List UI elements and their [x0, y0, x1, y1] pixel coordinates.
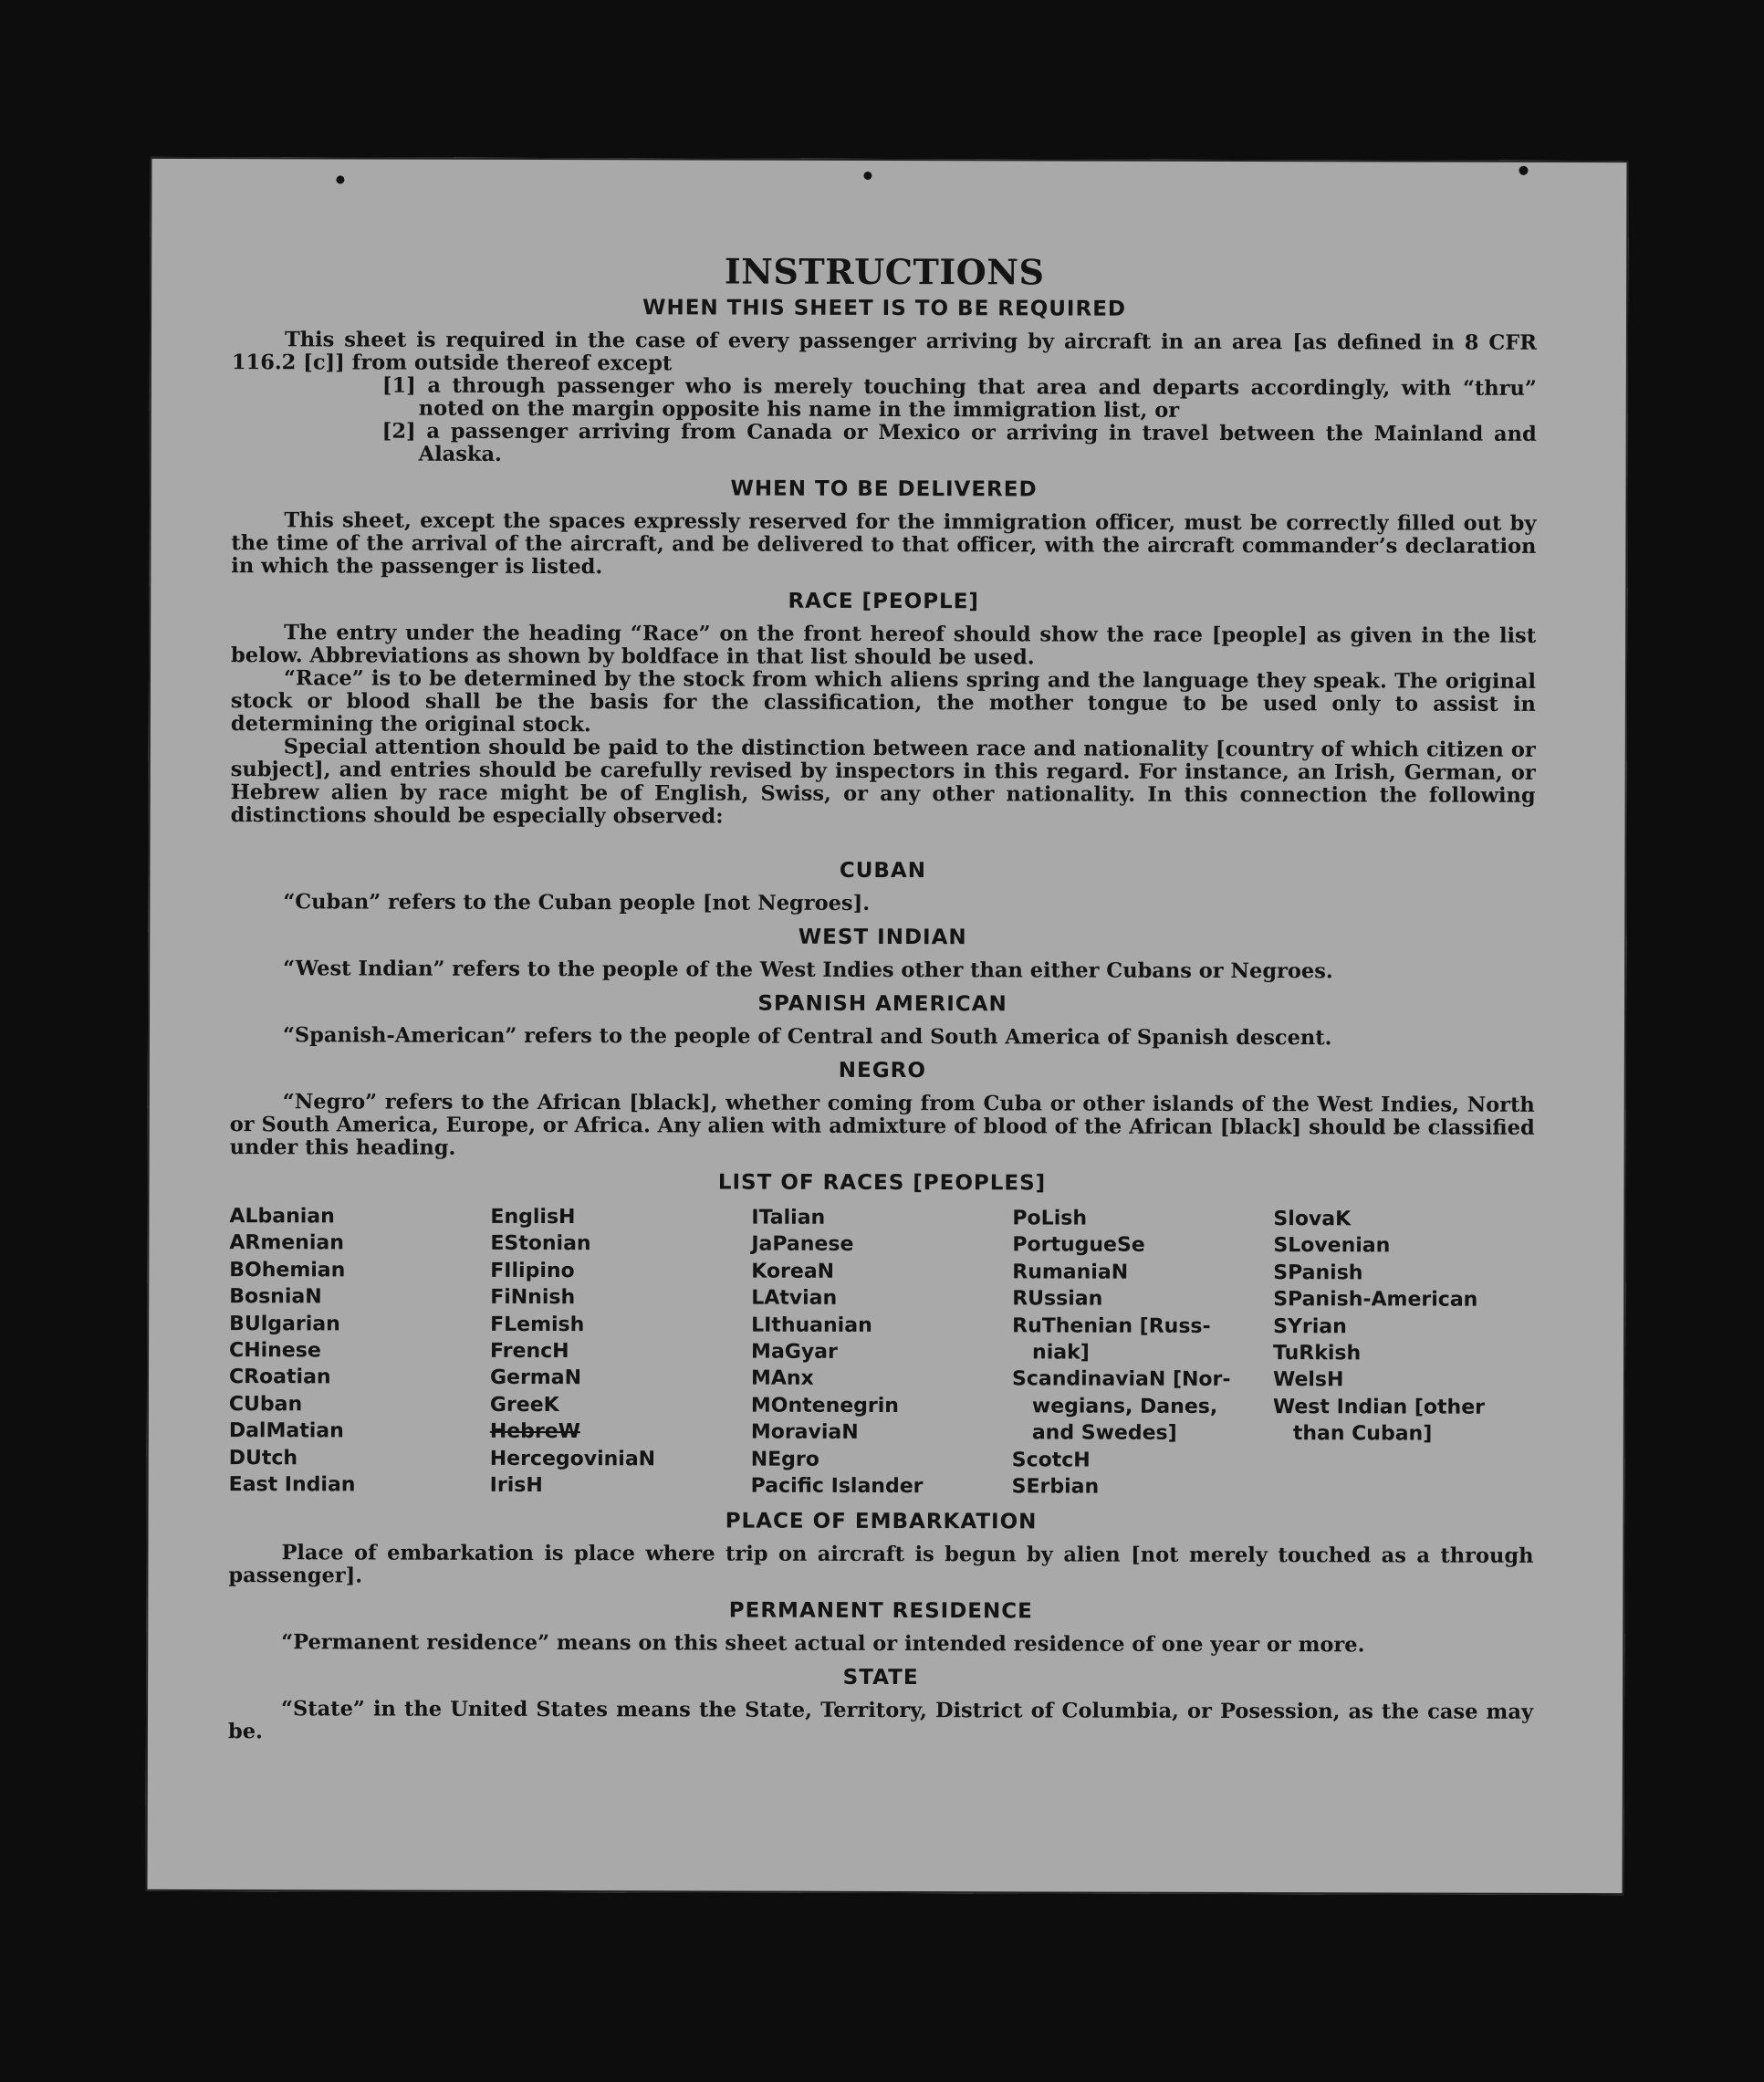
race-item: SPanish-American	[1273, 1288, 1478, 1312]
section-heading-residence: PERMANENT RESIDENCE	[728, 1599, 1033, 1624]
west-indian-text: “West Indian” refers to the people of the West Indies other than either Cubans or Negroes.	[283, 957, 1333, 984]
race-item: FLemish	[490, 1313, 585, 1336]
section-heading-delivered: WHEN TO BE DELIVERED	[730, 476, 1038, 502]
state-text: “State” in the United States means the State, Territory, District of Columbia, or Posession, as the case may be.	[227, 1697, 1534, 1744]
races-column-3	[751, 1205, 1013, 1501]
race-item: LAtvian	[751, 1286, 838, 1311]
race-item: TuRkish	[1273, 1342, 1362, 1365]
race-paragraph-3: Special attention should be paid to the distinction between race and nationality [country of which citizen or subject], and entries should be carefully revised by inspectors in this regard. For instance, an Irish, German, or Hebrew alien by race might be of English, Swiss, or any other nationality. In this connection the following distinctions should be especially observed:	[230, 735, 1536, 829]
page-title: INSTRUCTIONS	[724, 250, 1045, 293]
section-heading-spanish-american: SPANISH AMERICAN	[757, 991, 1007, 1017]
race-item: EStonian	[490, 1232, 591, 1256]
race-item: GreeK	[489, 1393, 559, 1417]
race-item: CRoatian	[228, 1365, 331, 1389]
race-item: ScotcH	[1011, 1449, 1091, 1472]
section-heading-cuban: CUBAN	[839, 858, 927, 884]
section-heading-required: WHEN THIS SHEET IS TO BE REQUIRED	[642, 296, 1127, 321]
section-heading-embarkation: PLACE OF EMBARKATION	[725, 1510, 1038, 1534]
race-item: GermaN	[489, 1366, 582, 1390]
document-sheet	[146, 157, 1629, 1895]
section-heading-west-indian: WEST INDIAN	[798, 925, 967, 950]
race-item: Pacific Islander	[750, 1474, 924, 1499]
delivered-text: This sheet, except the spaces expressly reserved for the immigration officer, must be correctly filled out by the time of the arrival of the aircraft, and be delivered to that officer, with the aircraft commander’s declaration in which the passenger is listed.	[231, 508, 1537, 580]
race-item: ITalian	[751, 1206, 826, 1229]
race-item: MOntenegrin	[750, 1394, 900, 1418]
race-item: West Indian [other	[1272, 1395, 1486, 1419]
race-item: SlovaK	[1273, 1208, 1352, 1231]
race-item: PoLish	[1012, 1207, 1088, 1230]
embarkation-text: Place of embarkation is place where trip on aircraft is begun by alien [not merely touched as a through passenger].	[228, 1541, 1534, 1588]
race-item: ALbanian	[229, 1205, 335, 1229]
race-item: RuThenian [Russ-	[1012, 1313, 1211, 1338]
race-paragraph-1: The entry under the heading “Race” on the front hereof should show the race [people] as given in the list below. Abbreviations as shown by boldface in that list should be used.	[231, 621, 1537, 670]
race-item: MoraviaN	[750, 1420, 859, 1445]
race-item: DUtch	[228, 1446, 298, 1470]
race-item: EnglisH	[490, 1205, 576, 1229]
required-item-1: [1] a through passenger who is merely touching that area and departs accordingly, with “thru” noted on the margin opposite his name in the immigration list, or	[381, 373, 1537, 423]
race-item: MaGyar	[751, 1340, 838, 1364]
section-heading-state: STATE	[842, 1666, 919, 1690]
race-item: BosniaN	[229, 1285, 322, 1309]
race-item-continued: and Swedes]	[1031, 1421, 1177, 1446]
spanish-american-text: “Spanish-American” refers to the people of Central and South America of Spanish descent.	[282, 1023, 1332, 1051]
race-item: BOhemian	[229, 1258, 346, 1282]
race-item: FiNnish	[490, 1286, 576, 1310]
residence-text: “Permanent residence” means on this sheet actual or intended residence of one year or more.	[281, 1630, 1365, 1658]
race-item: FIlipino	[490, 1259, 575, 1282]
race-item: CUban	[228, 1392, 303, 1417]
race-item: CHinese	[229, 1339, 321, 1363]
race-item: IrisH	[489, 1473, 543, 1498]
race-item: SPanish	[1273, 1261, 1363, 1285]
race-item: NEgro	[750, 1448, 819, 1471]
race-item: BUlgarian	[229, 1312, 340, 1336]
negro-text: “Negro” refers to the African [black], whether coming from Cuba or other islands of the West Indies, North or South America, Europe, or Africa. Any alien with admixture of blood of the African [black] should be classified under this heading.	[229, 1090, 1535, 1160]
races-column-2	[490, 1204, 752, 1500]
race-paragraph-2: “Race” is to be determined by the stock from which aliens spring and the language they speak. The original stock or blood shall be the basis for the classification, the mother tongue to be used only to assist in determining the original stock.	[230, 666, 1537, 738]
required-intro: This sheet is required in the case of every passenger arriving by aircraft in an area [as defined in 8 CFR 116.2 [c]] from outside thereof except	[231, 328, 1537, 376]
race-item: LIthuanian	[751, 1313, 872, 1337]
race-item-continued: wegians, Danes,	[1031, 1395, 1218, 1418]
race-item: SYrian	[1273, 1314, 1347, 1338]
race-item: East Indian	[228, 1473, 356, 1497]
race-item: HercegoviniaN	[489, 1447, 656, 1470]
race-item: WelsH	[1272, 1368, 1344, 1392]
section-heading-list-of-races: LIST OF RACES [PEOPLES]	[717, 1170, 1047, 1196]
races-column-4	[1012, 1205, 1274, 1501]
race-item: SLovenian	[1273, 1234, 1391, 1258]
race-item: SErbian	[1011, 1475, 1100, 1499]
races-column-1	[229, 1203, 491, 1499]
races-column-5	[1273, 1206, 1535, 1501]
race-item: DalMatian	[228, 1419, 344, 1443]
punch-hole-left	[336, 175, 344, 183]
races-list	[229, 1203, 1535, 1501]
race-item: PortugueSe	[1012, 1233, 1145, 1258]
punch-hole-right	[1519, 166, 1528, 175]
required-item-2: [2] a passenger arriving from Canada or Mexico or arriving in travel between the Mainland and Alaska.	[381, 419, 1537, 466]
race-item-continued: niak]	[1032, 1341, 1090, 1365]
race-item: ARmenian	[229, 1231, 344, 1255]
race-item: FrencH	[490, 1339, 569, 1364]
race-item: JaPanese	[751, 1233, 854, 1257]
punch-hole-center	[863, 172, 872, 180]
cuban-text: “Cuban” refers to the Cuban people [not Negroes].	[283, 890, 871, 915]
instructions-content	[228, 250, 1537, 1747]
race-item: ScandinaviaN [Nor-	[1011, 1367, 1231, 1392]
section-heading-negro: NEGRO	[838, 1058, 926, 1083]
race-item: RUssian	[1012, 1287, 1103, 1311]
race-item: MAnx	[750, 1367, 814, 1391]
race-item: RumaniaN	[1012, 1261, 1129, 1284]
race-item-continued: than Cuban]	[1292, 1422, 1433, 1446]
race-item-struck: HebreW	[489, 1420, 580, 1444]
section-heading-race: RACE [PEOPLE]	[788, 589, 979, 614]
race-item: KoreaN	[751, 1260, 835, 1283]
